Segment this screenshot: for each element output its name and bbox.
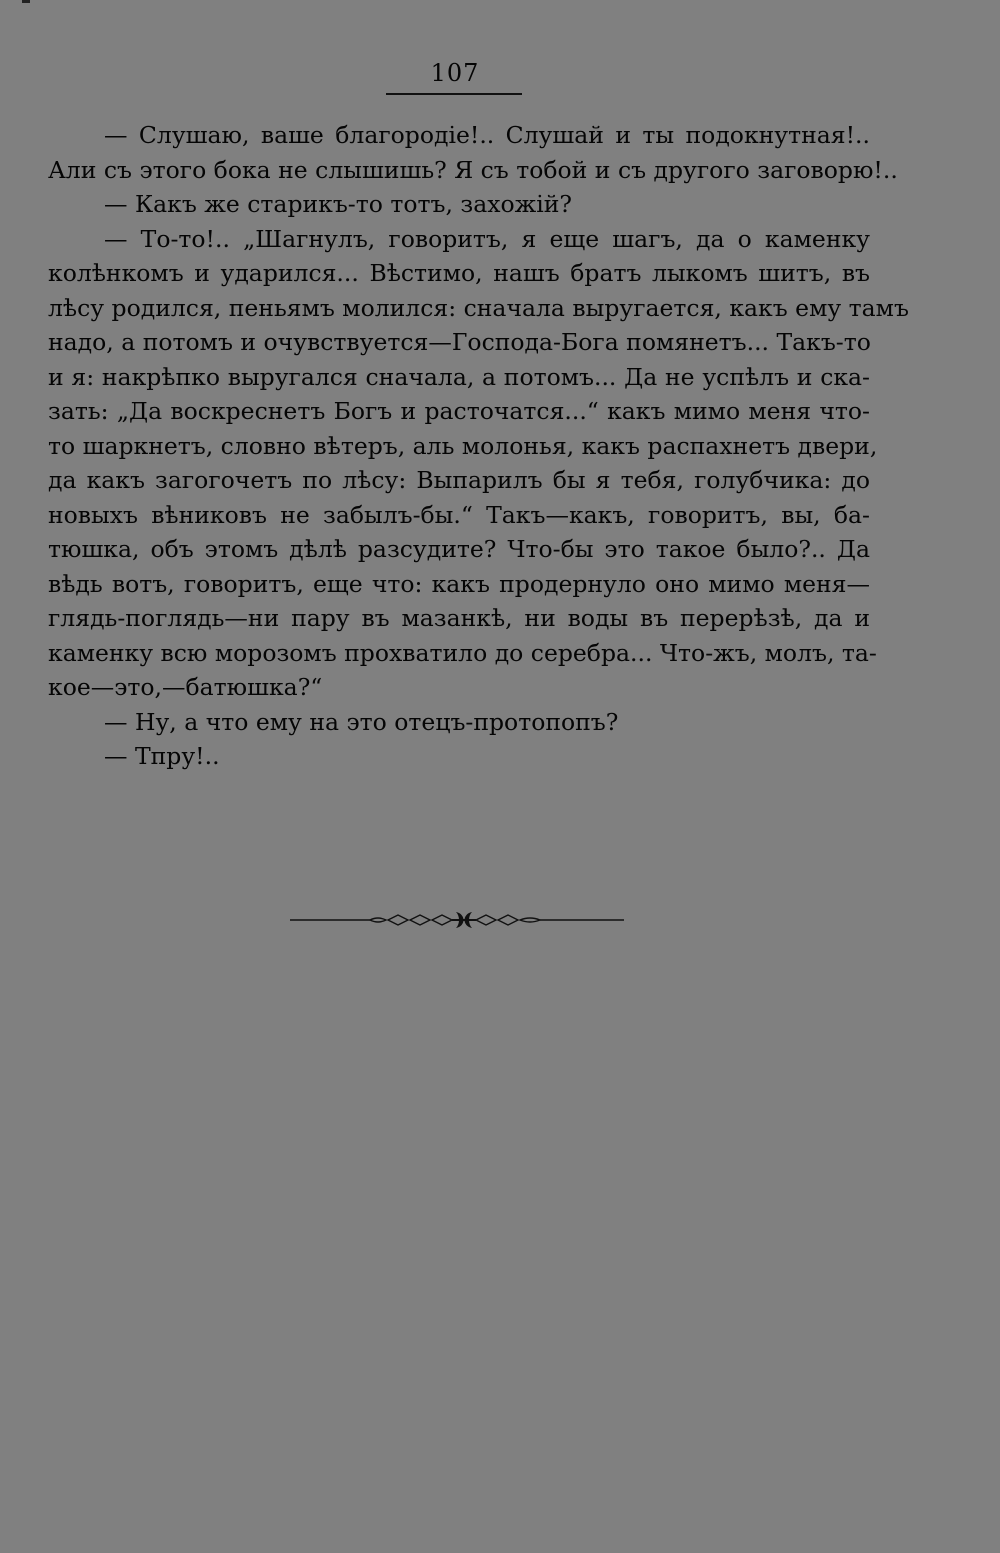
text-line: — Слушаю, ваше благородіе!.. Слушай и ты подокнутная!.. <box>104 121 870 149</box>
text-line: лѣсу родился, пеньямъ молился: сначала выругается, какъ ему тамъ <box>48 293 909 322</box>
scan-mark <box>22 0 30 3</box>
text-line: и я: накрѣпко выругался сначала, а потомъ... Да не успѣлъ и ска- <box>48 362 870 391</box>
text-line: вѣдь вотъ, говоритъ, еще что: какъ продернуло оно мимо меня— <box>48 569 870 598</box>
text-line: — То-то!.. „Шагнулъ, говоритъ, я еще шагъ, да о каменку <box>104 224 870 253</box>
text-line: новыхъ вѣниковъ не забылъ-бы.“ Такъ—какъ, говоритъ, вы, ба- <box>48 500 870 529</box>
tailpiece-ornament <box>290 910 624 930</box>
text-line: колѣнкомъ и ударился... Вѣстимо, нашъ братъ лыкомъ шитъ, въ <box>48 259 870 287</box>
page-number-rule <box>386 93 522 95</box>
text-line: кое—это,—батюшка?“ <box>48 673 323 701</box>
text-line: зать: „Да воскреснетъ Богъ и расточатся...“ какъ мимо меня что- <box>48 397 870 425</box>
text-line: надо, а потомъ и очувствуется—Господа-Бога помянетъ... Такъ-то <box>48 328 871 356</box>
page-number: 107 <box>430 59 480 87</box>
text-line: Али съ этого бока не слышишь? Я съ тобой и съ другого заговорю!.. <box>48 155 898 184</box>
text-line: — Какъ же старикъ-то тотъ, захожій? <box>104 190 573 218</box>
text-line: — Ну, а что ему на это отецъ-протопопъ? <box>104 707 619 736</box>
body-text <box>48 118 909 774</box>
text-line: то шаркнетъ, словно вѣтеръ, аль молонья, какъ распахнетъ двери, <box>48 431 878 460</box>
text-line: да какъ загогочетъ по лѣсу: Выпарилъ бы я тебя, голубчика: до <box>48 466 870 494</box>
text-line: каменку всю морозомъ прохватило до серебра... Что-жъ, молъ, та- <box>48 638 877 667</box>
text-line: тюшка, объ этомъ дѣлѣ разсудите? Что-бы это такое было?.. Да <box>48 535 870 563</box>
text-line: глядь-поглядь—ни пару въ мазанкѣ, ни воды въ перерѣзѣ, да и <box>48 604 870 632</box>
text-line: — Тпру!.. <box>104 742 220 770</box>
